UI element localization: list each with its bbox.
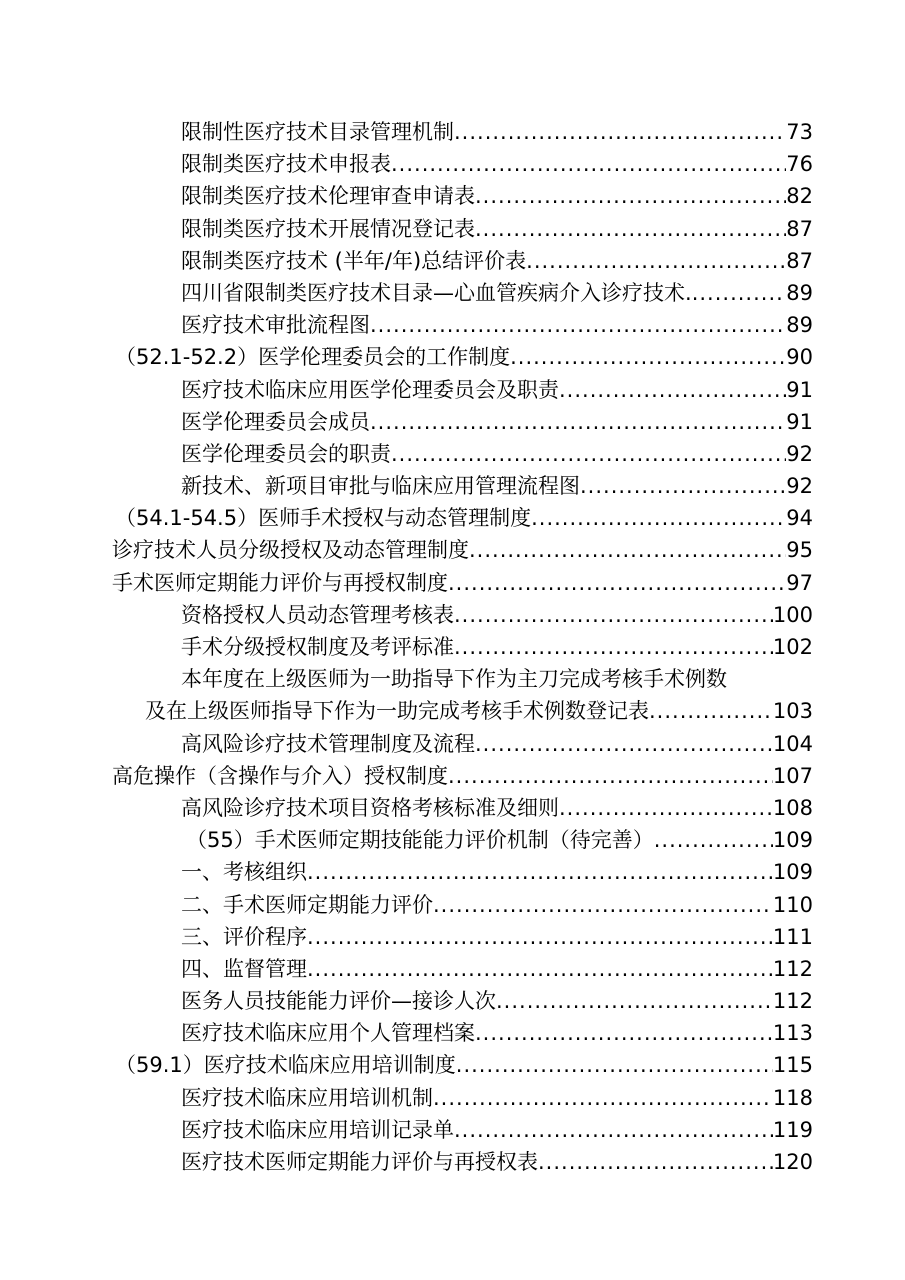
toc-page-number: 89 <box>786 280 813 305</box>
toc-page-number: 92 <box>786 474 813 499</box>
toc-page-number: 89 <box>786 313 813 338</box>
toc-entry[interactable] <box>0 631 905 663</box>
toc-page-number: 110 <box>772 892 813 917</box>
toc-entry[interactable] <box>0 599 905 631</box>
toc-entry[interactable] <box>0 792 905 824</box>
toc-entry-title: 诊疗技术人员分级授权及动态管理制度 <box>112 538 469 563</box>
toc-entry[interactable] <box>0 148 905 180</box>
toc-entry[interactable] <box>0 180 905 212</box>
toc-entry-title: 二、手术医师定期能力评价 <box>181 892 433 917</box>
toc-entry-title: 医学伦理委员会的职责 <box>181 441 391 466</box>
toc-entry-title: 医疗技术医师定期能力评价与再授权表 <box>181 1150 538 1174</box>
toc-page-number: 91 <box>786 377 813 402</box>
toc-dot-leader <box>454 631 773 663</box>
toc-entry[interactable] <box>0 1114 905 1146</box>
toc-entry-title: （54.1-54.5）医师手术授权与动态管理制度 <box>115 506 532 531</box>
toc-entry[interactable] <box>0 824 905 856</box>
toc-entry-title: 三、评价程序 <box>181 924 307 949</box>
toc-entry[interactable] <box>0 1017 905 1049</box>
toc-page-number: 102 <box>772 635 813 659</box>
toc-page-number: 103 <box>772 699 813 724</box>
toc-dot-leader <box>454 116 786 148</box>
toc-page-number: 95 <box>786 538 813 563</box>
toc-dot-leader <box>454 599 773 631</box>
toc-entry-title: 医疗技术临床应用培训记录单 <box>181 1117 454 1142</box>
toc-entry-title: 高危操作（含操作与介入）授权制度 <box>112 763 448 788</box>
toc-page-number: 73 <box>786 120 813 144</box>
toc-entry[interactable] <box>0 341 905 373</box>
toc-entry-title: 医务人员技能能力评价—接诊人次 <box>181 989 496 1014</box>
toc-entry-title: 高风险诊疗技术项目资格考核标准及细则 <box>181 795 559 820</box>
toc-entry-title: 限制类医疗技术伦理审查申请表 <box>181 184 475 209</box>
toc-page-number: 76 <box>786 152 813 177</box>
toc-entry[interactable] <box>0 889 905 921</box>
toc-dot-leader <box>559 792 773 824</box>
toc-entry-title: 医疗技术临床应用个人管理档案 <box>181 1021 475 1046</box>
toc-entry-title: 限制类医疗技术开展情况登记表 <box>181 216 475 241</box>
toc-entry[interactable] <box>0 438 905 470</box>
toc-dot-leader <box>448 567 786 599</box>
toc-entry-title: （59.1）医疗技术临床应用培训制度 <box>115 1053 456 1078</box>
toc-page-number: 91 <box>786 409 813 434</box>
toc-dot-leader <box>475 1017 773 1049</box>
toc-page-number: 92 <box>786 441 813 466</box>
toc-entry[interactable] <box>0 470 905 502</box>
toc-dot-leader <box>370 309 786 341</box>
toc-entry-title: （52.1-52.2）医学伦理委员会的工作制度 <box>115 345 511 370</box>
toc-entry-title: 一、考核组织 <box>181 860 307 885</box>
toc-entry[interactable] <box>0 921 905 953</box>
toc-entry-title: 限制性医疗技术目录管理机制 <box>181 120 454 144</box>
toc-page-number: 115 <box>772 1053 813 1078</box>
toc-dot-leader <box>391 438 786 470</box>
toc-dot-leader <box>475 180 786 212</box>
toc-entry[interactable] <box>0 663 905 695</box>
toc-entry-title: 资格授权人员动态管理考核表 <box>181 602 454 627</box>
toc-dot-leader <box>433 1082 773 1114</box>
toc-dot-leader <box>559 374 786 406</box>
toc-dot-leader <box>496 985 773 1017</box>
toc-entry[interactable] <box>0 309 905 341</box>
toc-entry-title: 本年度在上级医师为一助指导下作为主刀完成考核手术例数 <box>181 667 727 692</box>
toc-entry-title: 四川省限制类医疗技术目录—心血管疾病介入诊疗技术. <box>181 280 692 305</box>
toc-dot-leader <box>454 1114 773 1146</box>
toc-entry[interactable] <box>0 760 905 792</box>
toc-page-number: 113 <box>772 1021 813 1046</box>
toc-page-number: 109 <box>772 860 813 885</box>
toc-dot-leader <box>433 889 773 921</box>
toc-entry[interactable] <box>0 116 905 148</box>
toc-entry[interactable] <box>0 502 905 534</box>
toc-dot-leader <box>475 213 786 245</box>
toc-entry[interactable] <box>0 953 905 985</box>
toc-dot-leader <box>391 148 786 180</box>
toc-dot-leader <box>456 1049 773 1081</box>
toc-entry[interactable] <box>0 406 905 438</box>
toc-entry[interactable] <box>0 1082 905 1114</box>
toc-dot-leader <box>526 245 786 277</box>
toc-entry-title: 医疗技术临床应用医学伦理委员会及职责 <box>181 377 559 402</box>
toc-entry[interactable] <box>0 695 905 727</box>
toc-entry[interactable] <box>0 567 905 599</box>
toc-page-number: 104 <box>772 731 813 756</box>
toc-entry[interactable] <box>0 374 905 406</box>
toc-page-number: 82 <box>786 184 813 209</box>
toc-dot-leader <box>654 824 773 856</box>
toc-entry-title: 医学伦理委员会成员 <box>181 409 370 434</box>
toc-dot-leader <box>580 470 786 502</box>
toc-page-number: 87 <box>786 248 813 273</box>
toc-page-number: 120 <box>772 1150 813 1174</box>
toc-entry-title: 四、监督管理 <box>181 956 307 981</box>
toc-entry-title: 医疗技术临床应用培训机制 <box>181 1085 433 1110</box>
table-of-contents <box>0 116 905 1178</box>
toc-page-number: 109 <box>772 828 813 853</box>
toc-entry-title: 手术分级授权制度及考评标准 <box>181 635 454 659</box>
toc-page-number: 100 <box>772 602 813 627</box>
toc-dot-leader <box>370 406 786 438</box>
toc-page-number: 87 <box>786 216 813 241</box>
toc-entry[interactable] <box>0 213 905 245</box>
toc-page-number: 107 <box>772 763 813 788</box>
toc-entry[interactable] <box>0 856 905 888</box>
toc-entry-title: 高风险诊疗技术管理制度及流程 <box>181 731 475 756</box>
toc-entry[interactable] <box>0 1146 905 1178</box>
toc-dot-leader <box>307 856 773 888</box>
toc-entry[interactable] <box>0 277 905 309</box>
toc-page-number: 97 <box>786 570 813 595</box>
toc-dot-leader <box>469 534 786 566</box>
toc-entry-title: 及在上级医师指导下作为一助完成考核手术例数登记表 <box>145 699 649 724</box>
toc-page-number: 112 <box>772 989 813 1014</box>
toc-entry-title: 医疗技术审批流程图 <box>181 313 370 338</box>
toc-entry-title: 限制类医疗技术申报表 <box>181 152 391 177</box>
toc-entry-title: 限制类医疗技术 (半年/年)总结评价表 <box>181 248 527 273</box>
toc-dot-leader <box>307 921 773 953</box>
toc-entry[interactable] <box>0 985 905 1017</box>
toc-dot-leader <box>531 502 786 534</box>
toc-dot-leader <box>538 1146 773 1178</box>
toc-dot-leader <box>649 695 773 727</box>
toc-page-number: 112 <box>772 956 813 981</box>
toc-entry[interactable] <box>0 728 905 760</box>
toc-entry[interactable] <box>0 245 905 277</box>
toc-entry[interactable] <box>0 1049 905 1081</box>
toc-dot-leader <box>307 953 773 985</box>
toc-page-number: 94 <box>786 506 813 531</box>
toc-page-number: 118 <box>772 1085 813 1110</box>
toc-dot-leader <box>448 760 773 792</box>
toc-dot-leader <box>510 341 786 373</box>
toc-entry-title: （55）手术医师定期技能能力评价机制（待完善） <box>186 828 654 853</box>
toc-entry-title: 新技术、新项目审批与临床应用管理流程图 <box>181 474 580 499</box>
toc-entry[interactable] <box>0 534 905 566</box>
toc-dot-leader <box>475 728 773 760</box>
toc-dot-leader <box>692 277 787 309</box>
toc-page-number: 108 <box>772 795 813 820</box>
toc-page-number: 90 <box>786 345 813 370</box>
toc-page-number: 111 <box>772 924 813 949</box>
toc-page-number: 119 <box>772 1117 813 1142</box>
toc-entry-title: 手术医师定期能力评价与再授权制度 <box>112 570 448 595</box>
